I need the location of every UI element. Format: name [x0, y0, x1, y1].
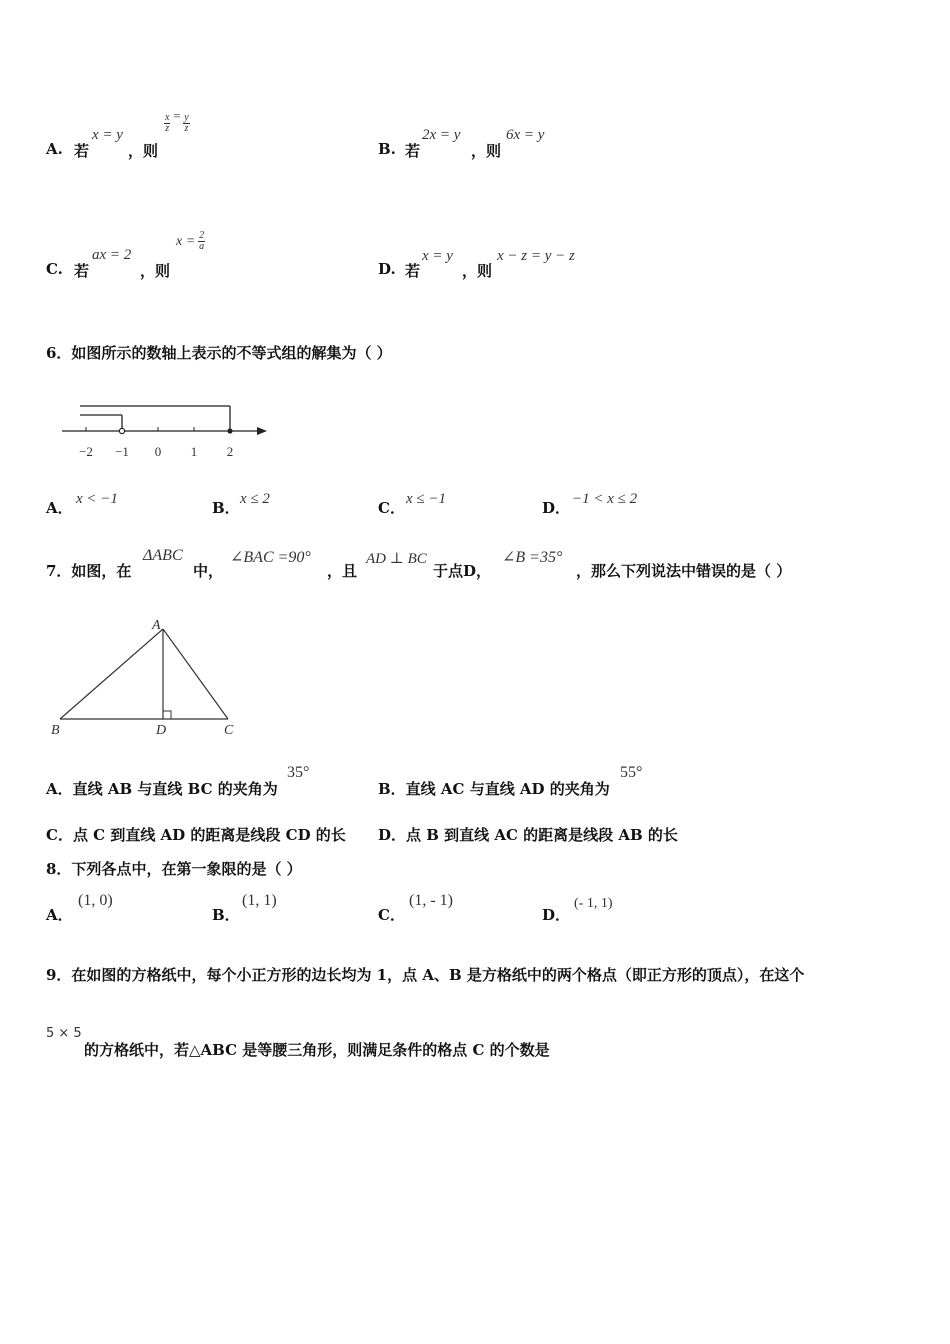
q6-d-letter: D． — [542, 499, 571, 517]
q5-a-result: $\frac{x}{z}$ = $\frac{y}{z}$ — [165, 108, 189, 134]
q8-stem: 8．下列各点中，在第一象限的是（ ） — [46, 860, 302, 878]
q6-c-math: x ≤ −1 — [406, 491, 447, 507]
q5-a-letter: A. — [46, 140, 63, 158]
q7-angle-b: ∠B =35° — [502, 549, 563, 566]
q7-b-degree: 55° — [620, 764, 643, 781]
closed-point-2 — [227, 428, 232, 433]
q7-triangle-figure — [45, 612, 255, 742]
q5-b-ruo: 若 — [405, 142, 421, 160]
q8-c-letter: C． — [378, 906, 405, 924]
q5-c-ze: ，则 — [140, 262, 171, 280]
tick-label: −1 — [115, 444, 129, 459]
q7-pre: 7．如图，在 — [46, 562, 132, 580]
label-c: C — [224, 723, 234, 738]
q5-d-ruo: 若 — [405, 262, 421, 280]
q7-a-degree: 35° — [287, 764, 310, 781]
q9-grid-size: 5 × 5 — [46, 1026, 82, 1041]
side-ac — [163, 629, 228, 719]
q5-a-ze: ，则 — [128, 142, 159, 160]
q8-b-letter: B． — [212, 906, 240, 924]
q8-d-math: (- 1, 1) — [574, 896, 613, 911]
label-b: B — [51, 723, 60, 738]
q8-d-letter: D． — [542, 906, 571, 924]
q7-post: ，那么下列说法中错误的是（ ） — [576, 562, 792, 580]
q5-d-letter: D. — [378, 260, 396, 278]
q5-b-letter: B. — [378, 140, 396, 158]
q5-b-condition: 2x = y — [422, 127, 461, 143]
right-angle-icon — [163, 711, 171, 719]
q5-c-condition: ax = 2 — [92, 247, 132, 263]
q9-line1: 9．在如图的方格纸中，每个小正方形的边长均为 1，点 A、B 是方格纸中的两个格点（即正方形的顶点），在这个 — [46, 966, 805, 984]
q5-a-ruo: 若 — [74, 142, 90, 160]
q7-b-text: B．直线 AC 与直线 AD 的夹角为 — [378, 780, 610, 798]
q8-c-math: (1, - 1) — [409, 892, 453, 909]
q5-b-ze: ，则 — [471, 142, 502, 160]
q5-c-result: x = $\frac{2}{a}$ — [176, 230, 205, 252]
axis-arrow-icon — [257, 427, 267, 435]
open-point-neg1 — [119, 428, 124, 433]
q7-mid2: ，且 — [327, 562, 358, 580]
q5-d-ze: ，则 — [462, 262, 493, 280]
q5-d-result: x − z = y − z — [497, 248, 575, 264]
q8-a-letter: A． — [46, 906, 73, 924]
q6-a-letter: A． — [46, 499, 73, 517]
tick-label: 1 — [190, 444, 198, 459]
tick-label: 2 — [226, 444, 234, 459]
label-d: D — [156, 723, 167, 738]
q6-b-letter: B． — [212, 499, 240, 517]
q6-d-math: −1 < x ≤ 2 — [572, 491, 638, 507]
q7-a-text: A．直线 AB 与直线 BC 的夹角为 — [46, 780, 278, 798]
q6-number-line — [55, 398, 275, 464]
q8-b-math: (1, 1) — [242, 892, 277, 909]
tick-label: −2 — [79, 444, 93, 459]
label-a: A — [152, 618, 161, 633]
q7-mid1: 中， — [193, 562, 224, 580]
q5-b-result: 6x = y — [506, 127, 545, 143]
q7-option-d: D．点 B 到直线 AC 的距离是线段 AB 的长 — [378, 826, 678, 844]
side-ab — [60, 629, 163, 719]
q6-b-math: x ≤ 2 — [240, 491, 270, 507]
q7-option-c: C．点 C 到直线 AD 的距离是线段 CD 的长 — [46, 826, 346, 844]
q5-a-condition: x = y — [92, 127, 123, 143]
q5-c-letter: C. — [46, 260, 63, 278]
q9-line2: 的方格纸中，若△ABC 是等腰三角形，则满足条件的格点 C 的个数是 — [84, 1041, 550, 1059]
q6-a-math: x < −1 — [76, 491, 118, 507]
tick-label: 0 — [154, 444, 162, 459]
q6-stem: 6．如图所示的数轴上表示的不等式组的解集为（ ） — [46, 344, 392, 362]
q8-a-math: (1, 0) — [78, 892, 113, 909]
q6-c-letter: C． — [378, 499, 405, 517]
q5-d-condition: x = y — [422, 248, 453, 264]
q7-mid3: 于点D， — [433, 562, 492, 580]
q7-triangle: ΔABC — [143, 547, 183, 564]
q7-perp: AD ⊥ BC — [366, 551, 427, 567]
q5-c-ruo: 若 — [74, 262, 90, 280]
q7-angle-bac: ∠BAC =90° — [230, 549, 311, 566]
